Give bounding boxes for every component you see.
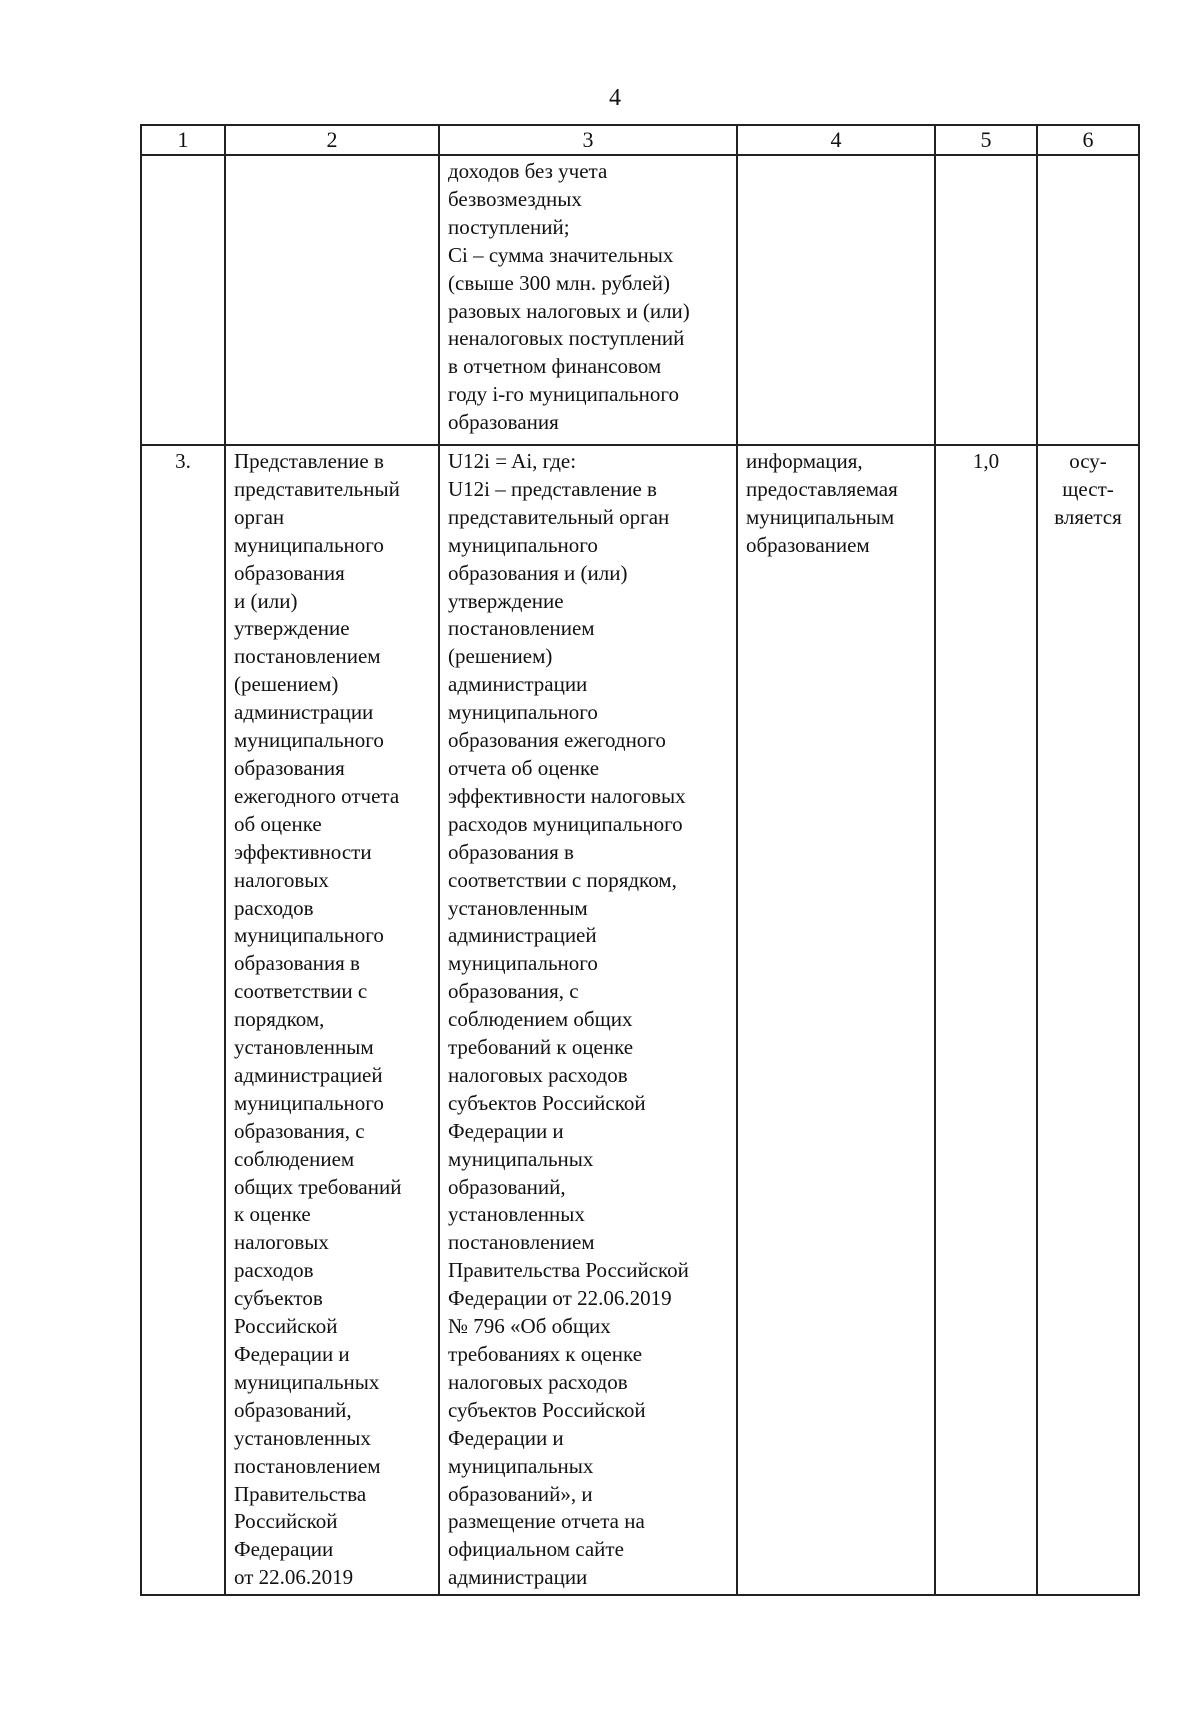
header-cell-3: 3 bbox=[439, 125, 737, 155]
weight-cell: 1,0 bbox=[935, 445, 1037, 1595]
header-cell-1: 1 bbox=[141, 125, 225, 155]
header-cell-6: 6 bbox=[1037, 125, 1139, 155]
source-cell bbox=[737, 155, 935, 445]
weight-cell bbox=[935, 155, 1037, 445]
table-row bbox=[141, 155, 1139, 445]
status-cell: осу- щест- вляется bbox=[1037, 445, 1139, 1595]
header-cell-2: 2 bbox=[225, 125, 439, 155]
source-cell: информация, предоставляемая муниципальным образованием bbox=[737, 445, 935, 1595]
indicator-name-cell bbox=[225, 155, 439, 445]
row-number-cell bbox=[141, 155, 225, 445]
row-number-cell: 3. bbox=[141, 445, 225, 1595]
status-cell bbox=[1037, 155, 1139, 445]
table-header-row bbox=[141, 125, 1139, 155]
criteria-table bbox=[140, 124, 1140, 1596]
page-number: 4 bbox=[609, 85, 621, 111]
formula-cell: доходов без учета безвозмездных поступлений; Ci – сумма значительных (свыше 300 млн. рублей) разовых налоговых и (или) неналоговых поступлений в отчетном финансовом году i-го муниципального образования bbox=[439, 155, 737, 445]
header-cell-5: 5 bbox=[935, 125, 1037, 155]
table-row bbox=[141, 445, 1139, 1595]
indicator-name-cell: Представление в представительный орган муниципального образования и (или) утверждение постановлением (решением) администрации муниципального образования ежегодного отчета об оценке эффективности налоговых расходов муниципального образования в соответствии с порядком, установленным администрацией муниципального образования, с соблюдением общих требований к оценке налоговых расходов субъектов Российской Федерации и муниципальных образований, установленных постановлением Правительства Российской Федерации от 22.06.2019 bbox=[225, 445, 439, 1595]
header-cell-4: 4 bbox=[737, 125, 935, 155]
formula-cell: U12i = Ai, где: U12i – представление в представительный орган муниципального образования и (или) утверждение постановлением (решением) администрации муниципального образования ежегодного отчета об оценке эффективности налоговых расходов муниципального образования в соответствии с порядком, установленным администрацией муниципального образования, с соблюдением общих требований к оценке налоговых расходов субъектов Российской Федерации и муниципальных образований, установленных постановлением Правительства Российской Федерации от 22.06.2019 № 796 «Об общих требованиях к оценке налоговых расходов субъектов Российской Федерации и муниципальных образований», и размещение отчета на официальном сайте администрации bbox=[439, 445, 737, 1595]
